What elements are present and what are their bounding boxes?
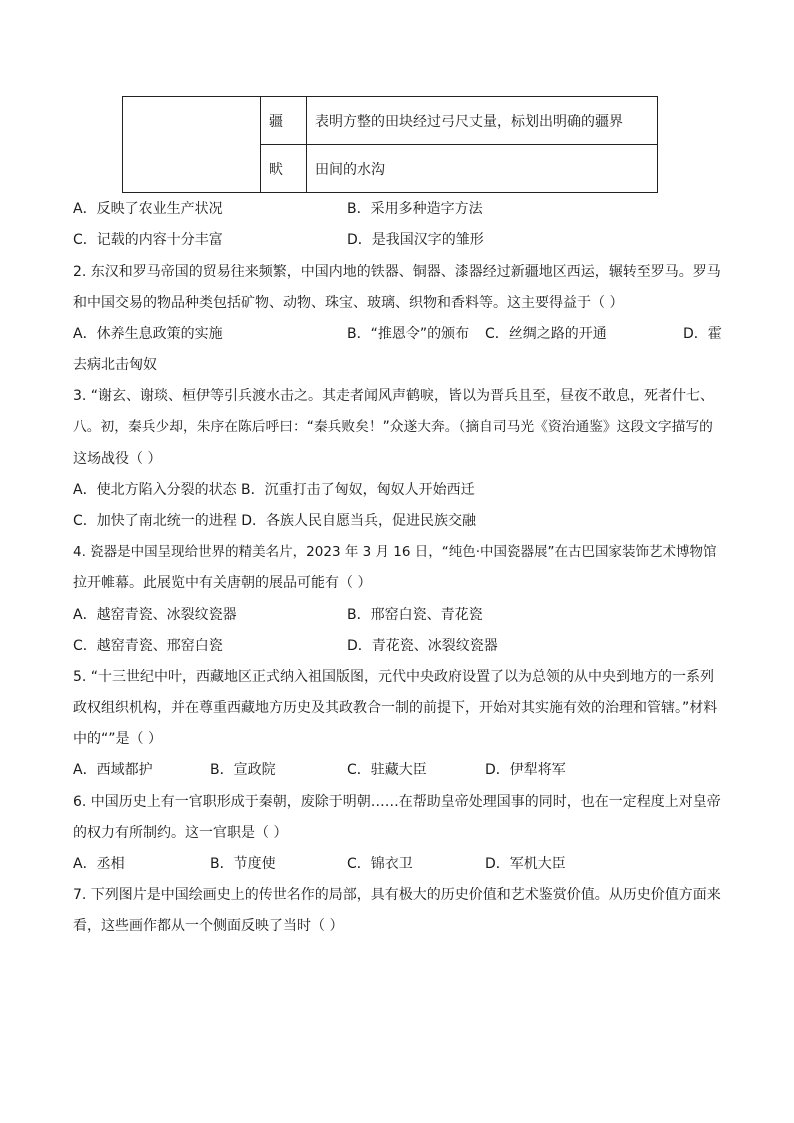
q1-option-a: A．反映了农业生产状况: [73, 201, 223, 217]
q6-stem-line: 的权力有所制约。这一官职是（ ）: [73, 825, 288, 841]
q7-stem-line: 7. 下列图片是中国绘画史上的传世名作的局部，具有极大的历史价值和艺术鉴赏价值。从历史价值方面来: [73, 887, 721, 903]
q1-option-b: B．采用多种造字方法: [347, 201, 483, 217]
character-table: [122, 96, 658, 193]
q7-stem-line: 看，这些画作都从一个侧面反映了当时（ ）: [73, 918, 344, 934]
q5-stem-line: 5. “十三世纪中叶，西藏地区正式纳入祖国版图，元代中央政府设置了以为总领的从中央到地方的一系列: [73, 669, 715, 685]
q6-option-d: D．军机大臣: [485, 856, 566, 872]
q6-option-b: B．节度使: [210, 856, 276, 872]
q4-stem-line: 拉开帷幕。此展览中有关唐朝的展品可能有（ ）: [73, 575, 372, 591]
q2-stem-line: 和中国交易的物品种类包括矿物、动物、珠宝、玻璃、织物和香料等。这主要得益于（ ）: [73, 295, 624, 311]
q4-option-c: C．越窑青瓷、邢窑白瓷: [73, 638, 223, 654]
q1-option-c: C．记载的内容十分丰富: [73, 232, 223, 248]
q2-option-a: A．休养生息政策的实施: [73, 326, 223, 342]
q5-stem-line: 政权组织机构，并在尊重西藏地方历史及其政教合一制的前提下，开始对其实施有效的治理和管辖。”材料: [73, 700, 718, 716]
q4-option-a: A．越窑青瓷、冰裂纹瓷器: [73, 607, 237, 623]
q5-option-c: C．驻藏大臣: [347, 762, 427, 778]
q3-stem-line: 八。初，秦兵少却，朱序在陈后呼曰：“秦兵败矣！”众遂大奔。（摘自司马光《资治通鉴》这段文字描写的: [73, 419, 713, 435]
q2-option-d: D．霍: [683, 326, 722, 342]
q3-stem-line: 这场战役（ ）: [73, 451, 162, 467]
table-meaning-cell: 表明方整的田块经过弓尺丈量，标划出明确的疆界: [307, 97, 658, 145]
q2-stem-line: 2. 东汉和罗马帝国的贸易往来频繁，中国内地的铁器、铜器、漆器经过新疆地区西运，辗转至罗马。罗马: [73, 264, 721, 280]
q4-option-b: B．邢窑白瓷、青花瓷: [347, 607, 483, 623]
q5-stem-line: 中的“”是（ ）: [73, 731, 162, 747]
q3-options-ab: A．使北方陷入分裂的状态 B．沉重打击了匈奴，匈奴人开始西迁: [73, 482, 475, 498]
q5-option-b: B．宣政院: [210, 762, 276, 778]
q4-option-d: D．青花瓷、冰裂纹瓷器: [347, 638, 498, 654]
q2-option-c: C．丝绸之路的开通: [485, 326, 607, 342]
q6-option-c: C．锦衣卫: [347, 856, 413, 872]
q4-stem-line: 4. 瓷器是中国呈现给世界的精美名片，2023 年 3 月 16 日，“纯色·中国瓷器展”在古巴国家装饰艺术博物馆: [73, 544, 717, 560]
table-blank-cell: [123, 97, 261, 193]
q6-option-a: A．丞相: [73, 856, 125, 872]
table-char-cell: 疆: [261, 97, 307, 145]
table-meaning-cell: 田间的水沟: [307, 145, 658, 193]
q2-option-b: B．“推恩令”的颁布: [347, 326, 470, 342]
q2-option-d-continued: 去病北击匈奴: [73, 357, 157, 373]
q6-stem-line: 6. 中国历史上有一官职形成于秦朝，废除于明朝……在帮助皇帝处理国事的同时，也在一定程度上对皇帝: [73, 794, 721, 810]
q1-option-d: D．是我国汉字的雏形: [347, 232, 484, 248]
q5-option-a: A．西域都护: [73, 762, 153, 778]
table-row: [123, 97, 658, 145]
table-char-cell: 畎: [261, 145, 307, 193]
q3-options-cd: C．加快了南北统一的进程 D．各族人民自愿当兵，促进民族交融: [73, 513, 477, 529]
q3-stem-line: 3. “谢玄、谢琰、桓伊等引兵渡水击之。其走者闻风声鹤唳，皆以为晋兵且至，昼夜不敢息，死者什七、: [73, 388, 715, 404]
q5-option-d: D．伊犁将军: [485, 762, 566, 778]
